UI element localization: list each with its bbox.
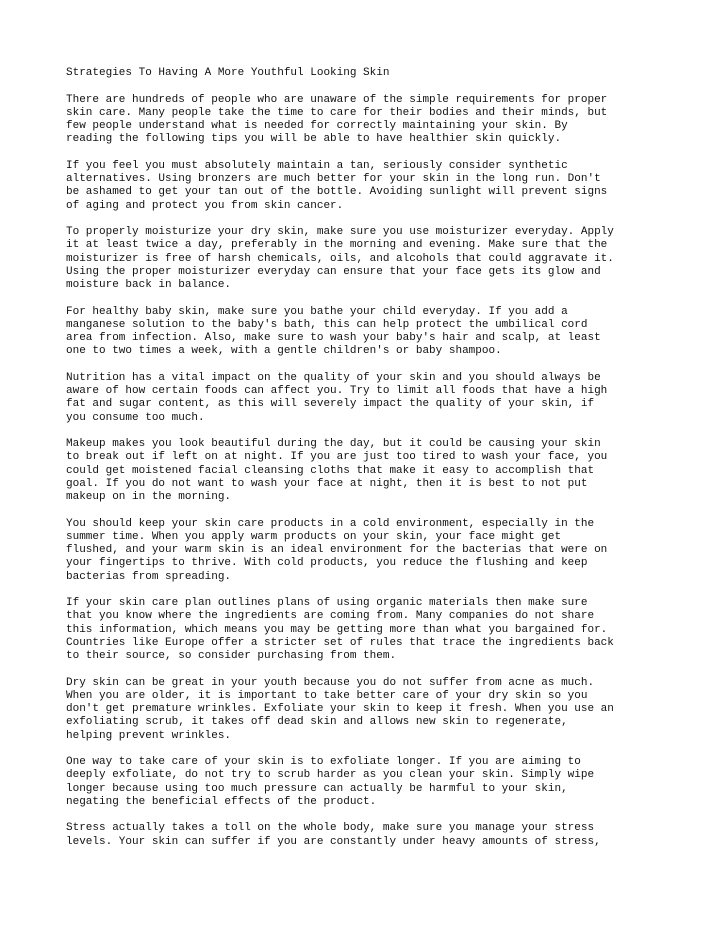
paragraph — [66, 677, 666, 743]
text-line: There are hundreds of people who are unaware of the simple requirements for proper — [66, 93, 608, 106]
paragraph — [66, 160, 666, 213]
document-page — [66, 67, 666, 862]
text-line: bacterias from spreading. — [66, 570, 232, 583]
text-line: that you know where the ingredients are coming from. Many companies do not share — [66, 610, 595, 623]
text-line: If your skin care plan outlines plans of using organic materials then make sure — [66, 597, 588, 609]
text-line: of aging and protect you from skin cancer. — [66, 199, 344, 212]
text-line: makeup on in the morning. — [66, 491, 232, 503]
text-line: When you are older, it is important to take better care of your dry skin so you — [66, 689, 588, 702]
text-line: be ashamed to get your tan out of the bottle. Avoiding sunlight will prevent signs — [66, 186, 608, 199]
text-line: Stress actually takes a toll on the whole body, make sure you manage your stress — [66, 822, 595, 835]
document-body — [66, 94, 666, 849]
text-line: deeply exfoliate, do not try to scrub harder as you clean your skin. Simply wipe — [66, 769, 595, 782]
text-line: For healthy baby skin, make sure you bathe your child everyday. If you add a — [66, 305, 568, 318]
text-line: could get moistened facial cleansing cloths that make it easy to accomplish that — [66, 464, 595, 477]
text-line: to break out if left on at night. If you are just too tired to wash your face, you — [66, 451, 608, 464]
text-line: manganese solution to the baby's bath, this can help protect the umbilical cord — [66, 318, 588, 331]
document-title: Strategies To Having A More Youthful Looking Skin — [66, 67, 390, 79]
text-line: aware of how certain foods can affect you. Try to limit all foods that have a high — [66, 385, 608, 397]
paragraph — [66, 226, 666, 292]
text-line: your fingertips to thrive. With cold products, you reduce the flushing and keep — [66, 557, 588, 570]
text-line: area from infection. Also, make sure to wash your baby's hair and scalp, at least — [66, 332, 601, 344]
text-line: you consume too much. — [66, 411, 205, 424]
paragraph — [66, 518, 666, 584]
text-line: skin care. Many people take the time to care for their bodies and their minds, but — [66, 106, 608, 119]
text-line: longer because using too much pressure can actually be harmful to your skin, — [66, 782, 568, 795]
paragraph — [66, 372, 666, 425]
text-line: exfoliating scrub, it takes off dead skin and allows new skin to regenerate, — [66, 716, 568, 729]
text-line: flushed, and your warm skin is an ideal environment for the bacterias that were on — [66, 544, 608, 556]
text-line: reading the following tips you will be able to have healthier skin quickly. — [66, 133, 562, 146]
text-line: negating the beneficial effects of the product. — [66, 795, 377, 808]
text-line: summer time. When you apply warm products on your skin, your face might get — [66, 530, 562, 543]
paragraph — [66, 597, 666, 663]
text-line: You should keep your skin care products in a cold environment, especially in the — [66, 517, 595, 530]
paragraph — [66, 306, 666, 359]
text-line: it at least twice a day, preferably in the morning and evening. Make sure that the — [66, 239, 608, 252]
text-line: to their source, so consider purchasing from them. — [66, 650, 397, 662]
text-line: don't get premature wrinkles. Exfoliate your skin to keep it fresh. When you use an — [66, 703, 614, 715]
paragraph — [66, 438, 666, 504]
text-line: fat and sugar content, as this will severely impact the quality of your skin, if — [66, 398, 595, 411]
text-line: moisture back in balance. — [66, 279, 232, 291]
text-line: moisturizer is free of harsh chemicals, oils, and alcohols that could aggravate it. — [66, 252, 614, 265]
text-line: To properly moisturize your dry skin, make sure you use moisturizer everyday. Apply — [66, 226, 614, 238]
paragraph — [66, 94, 666, 147]
paragraph — [66, 756, 666, 809]
text-line: alternatives. Using bronzers are much better for your skin in the long run. Don't — [66, 173, 601, 185]
text-line: If you feel you must absolutely maintain a tan, seriously consider synthetic — [66, 159, 568, 172]
text-line: Using the proper moisturizer everyday can ensure that your face gets its glow and — [66, 265, 601, 278]
paragraph — [66, 822, 666, 849]
text-line: Dry skin can be great in your youth because you do not suffer from acne as much. — [66, 676, 595, 689]
text-line: one to two times a week, with a gentle children's or baby shampoo. — [66, 345, 502, 358]
text-line: levels. Your skin can suffer if you are constantly under heavy amounts of stress, — [66, 835, 601, 848]
text-line: Makeup makes you look beautiful during the day, but it could be causing your skin — [66, 438, 601, 450]
text-line: this information, which means you may be getting more than what you bargained for. — [66, 623, 608, 636]
text-line: One way to take care of your skin is to exfoliate longer. If you are aiming to — [66, 756, 581, 768]
text-line: few people understand what is needed for correctly maintaining your skin. By — [66, 120, 568, 132]
text-line: helping prevent wrinkles. — [66, 729, 232, 742]
text-line: Nutrition has a vital impact on the quality of your skin and you should always be — [66, 371, 601, 384]
text-line: Countries like Europe offer a stricter set of rules that trace the ingredients back — [66, 636, 614, 649]
text-line: goal. If you do not want to wash your face at night, then it is best to not put — [66, 477, 588, 490]
